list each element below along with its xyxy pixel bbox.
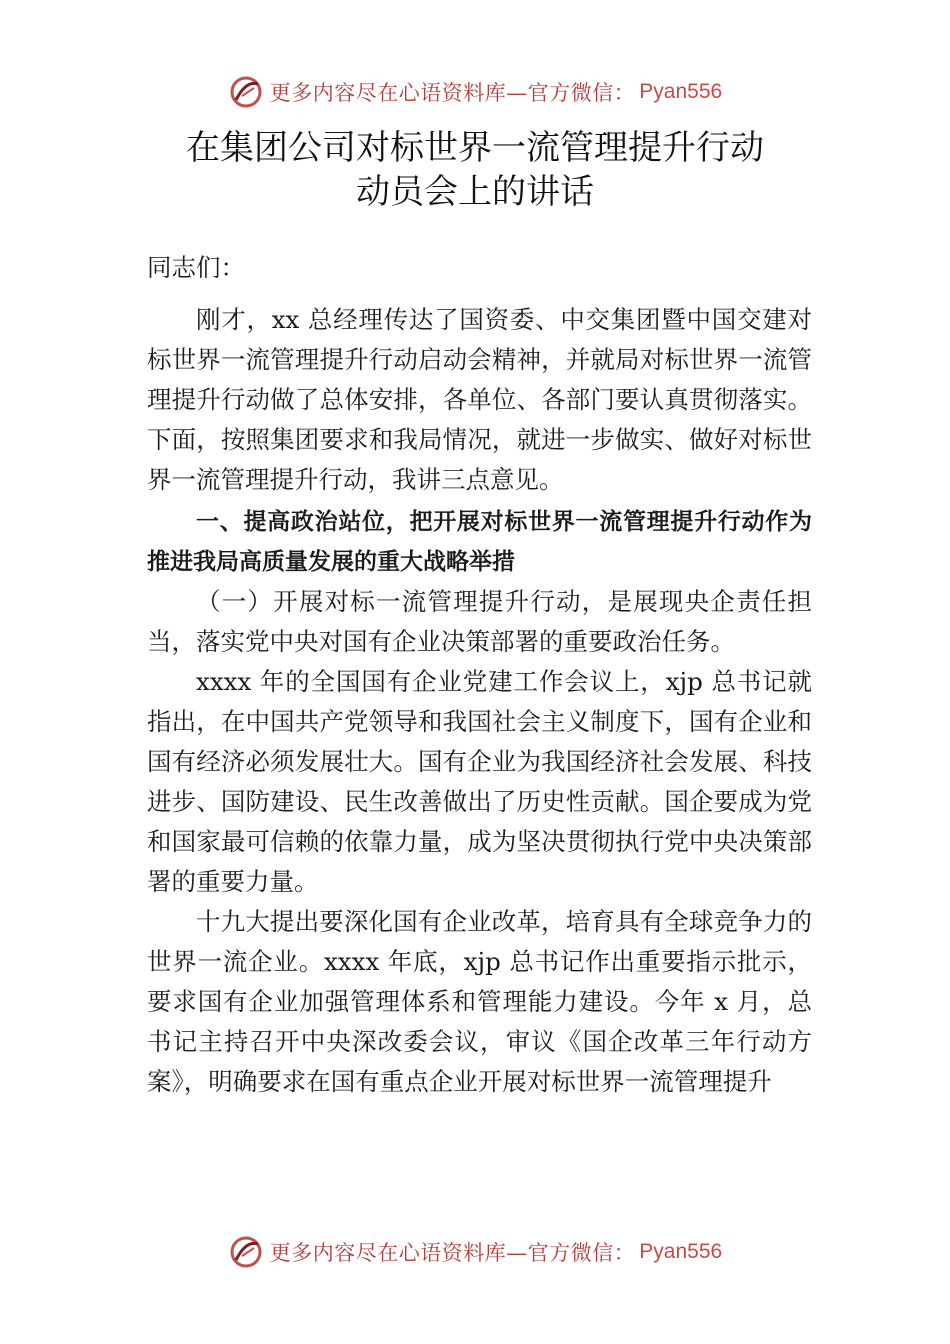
document-body: [147, 248, 812, 1102]
watermark-wechat-id: Pyan556: [639, 1240, 723, 1263]
watermark-text: 更多内容尽在心语资料库—官方微信：: [269, 1241, 636, 1265]
watermark-text: 更多内容尽在心语资料库—官方微信：: [269, 81, 636, 105]
title-line-2: 动员会上的讲话: [356, 172, 594, 212]
watermark-footer: [0, 1232, 950, 1272]
paragraph-nineteenth-congress: 十九大提出要深化国有企业改革，培育具有全球竞争力的世界一流企业。xxxx 年底，xjp 总书记作出重要指示批示，要求国有企业加强管理体系和管理能力建设。今年 x 月，总书记主持召开中央深改委会议，审议《国企改革三年行动方案》，明确要求在国有重点企业开展对标世界一流管理提升: [147, 907, 812, 1096]
section-heading-1: 一、提高政治站位，把开展对标世界一流管理提升行动作为推进我局高质量发展的重大战略举措: [147, 509, 812, 575]
paragraph-intro: 刚才，xx 总经理传达了国资委、中交集团暨中国交建对标世界一流管理提升行动启动会精神，并就局对标世界一流管理提升行动做了总体安排，各单位、各部门要认真贯彻落实。下面，按照集团要求和我局情况，就进一步做实、做好对标世界一流管理提升行动，我讲三点意见。: [147, 305, 812, 494]
salutation: 同志们：: [147, 253, 245, 282]
paragraph-party-conference: xxxx 年的全国国有企业党建工作会议上，xjp 总书记就指出，在中国共产党领导和我国社会主义制度下，国有企业和国有经济必须发展壮大。国有企业为我国经济社会发展、科技进步、国防建设、民生改善做出了历史性贡献。国企要成为党和国家最可信赖的依靠力量，成为坚决贯彻执行党中央决策部署的重要力量。: [147, 667, 812, 896]
watermark-wechat-id: Pyan556: [639, 80, 723, 103]
logo-icon: [228, 74, 264, 110]
page-title: [0, 126, 950, 214]
logo-icon: [228, 1234, 264, 1270]
title-line-1: 在集团公司对标世界一流管理提升行动: [186, 128, 764, 168]
subheading-1: （一）开展对标一流管理提升行动，是展现央企责任担当，落实党中央对国有企业决策部署的重要政治任务。: [147, 587, 812, 656]
watermark-header: [0, 72, 950, 112]
